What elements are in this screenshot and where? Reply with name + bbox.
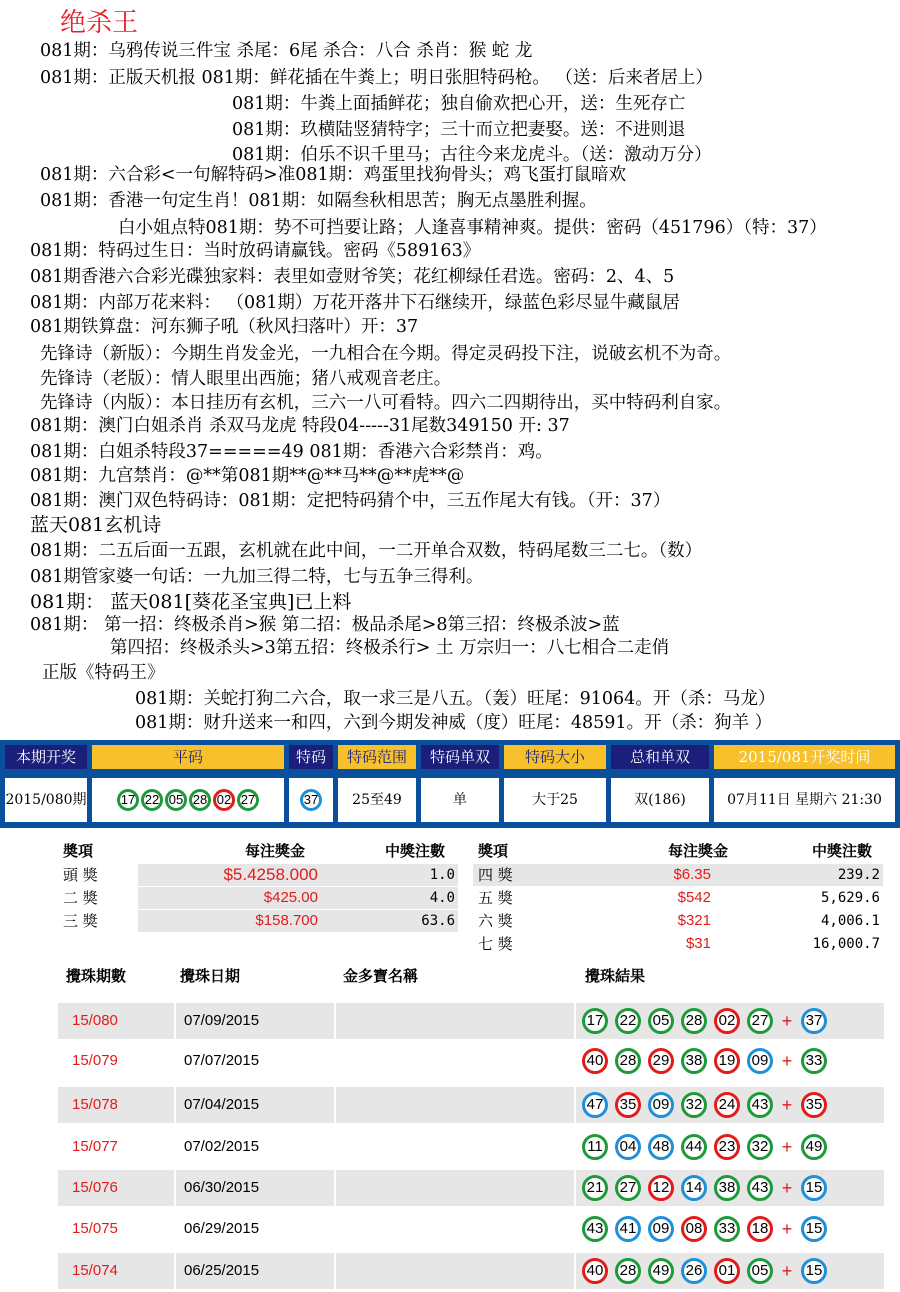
history-header-period: 攪珠期數 (66, 967, 127, 985)
special-ball: 49 (801, 1134, 827, 1160)
prize-header-count-right: 中獎注數 (812, 842, 873, 860)
plus-icon: + (781, 1178, 793, 1199)
prize-name: 六 獎 (478, 912, 513, 930)
lottery-ball: 08 (681, 1216, 707, 1242)
lottery-ball: 28 (189, 789, 211, 811)
prize-count: 239.2 (837, 867, 880, 883)
forecast-line: 081期：九宫禁肖：@**第081期**@**马**@**虎**@ (30, 466, 465, 486)
prize-name: 三 獎 (63, 912, 98, 930)
prize-amount: $542 (677, 889, 711, 906)
lottery-ball: 38 (681, 1048, 707, 1074)
special-ball: 33 (801, 1048, 827, 1074)
forecast-line: 081期铁算盘：河东狮子吼（秋风扫落叶）开：37 (30, 317, 419, 337)
prize-count: 4.0 (429, 890, 455, 906)
forecast-line: 081期管家婆一句话：一九加三得二特，七与五争三得利。 (30, 567, 484, 587)
prize-row (473, 933, 883, 955)
prize-row (473, 887, 883, 909)
lottery-ball: 47 (582, 1092, 608, 1118)
table-row (58, 1253, 884, 1289)
draw-header-cell: 特码单双 (421, 745, 499, 769)
draw-result (576, 1087, 884, 1123)
lottery-ball: 27 (747, 1008, 773, 1034)
prize-amount: $5.4258.000 (223, 865, 318, 884)
forecast-line: 081期：香港一句定生肖！081期：如隔叁秋相思苦；胸无点墨胜利握。 (40, 191, 597, 211)
lottery-ball: 02 (714, 1008, 740, 1034)
forecast-line: 081期： 蓝天081[葵花圣宝典]已上料 (30, 591, 352, 613)
prize-row (58, 864, 458, 886)
forecast-line: 081期：牛粪上面插鲜花；独自偷欢把心开，送：生死存亡 (232, 94, 686, 114)
forecast-line: 081期：乌鸦传说三件宝 杀尾：6尾 杀合：八合 杀肖：猴 蛇 龙 (40, 41, 533, 61)
plus-icon: + (781, 1095, 793, 1116)
forecast-line: 081期：财升送来一和四，六到今期发神威（度）旺尾：48591。开（杀：狗羊 ） (135, 713, 773, 733)
forecast-line: 081期：澳门双色特码诗：081期：定把特码猜个中，三五作尾大有钱。（开：37） (30, 491, 671, 511)
draw-period: 15/076 (58, 1170, 176, 1206)
prize-name: 七 獎 (478, 935, 513, 953)
prize-count: 4,006.1 (820, 913, 880, 929)
draw-name (336, 1003, 576, 1039)
special-ball: 15 (801, 1258, 827, 1284)
draw-date: 06/29/2015 (176, 1211, 336, 1247)
table-row (58, 1129, 884, 1165)
lottery-ball: 19 (714, 1048, 740, 1074)
table-row (58, 1211, 884, 1247)
lottery-ball: 09 (747, 1048, 773, 1074)
draw-header-cell: 平码 (92, 745, 284, 769)
lottery-ball: 37 (300, 789, 322, 811)
prize-name: 頭 獎 (63, 866, 98, 884)
draw-name (336, 1211, 576, 1247)
lottery-ball: 32 (747, 1134, 773, 1160)
plus-icon: + (781, 1011, 793, 1032)
draw-date: 07/04/2015 (176, 1087, 336, 1123)
plus-icon: + (781, 1261, 793, 1282)
special-ball: 37 (801, 1008, 827, 1034)
lottery-ball: 22 (141, 789, 163, 811)
draw-result (576, 1043, 884, 1079)
lottery-ball: 28 (681, 1008, 707, 1034)
forecast-line: 正版《特码王》 (42, 663, 165, 683)
special-ball: 15 (801, 1216, 827, 1242)
lottery-ball: 26 (681, 1258, 707, 1284)
draw-period: 15/078 (58, 1087, 176, 1123)
forecast-line: 第四招：终极杀头>3第五招：终极杀行> 土 万宗归一：八七相合二走俏 (110, 638, 670, 658)
lottery-ball: 12 (648, 1175, 674, 1201)
draw-date: 07/07/2015 (176, 1043, 336, 1079)
forecast-line: 081期：内部万花来料： （081期）万花开落井下石继续开，绿蓝色彩尽显牛藏鼠居 (30, 293, 680, 313)
lottery-ball: 27 (237, 789, 259, 811)
draw-header-cell: 特码 (289, 745, 333, 769)
draw-header-cell: 总和单双 (611, 745, 709, 769)
lottery-ball: 09 (648, 1216, 674, 1242)
forecast-line: 081期：六合彩<一句解特码>准081期：鸡蛋里找狗骨头；鸡飞蛋打鼠暗欢 (40, 165, 627, 185)
lottery-ball: 11 (582, 1134, 608, 1160)
lottery-ball: 38 (714, 1175, 740, 1201)
prize-amount: $158.700 (255, 912, 318, 929)
lottery-ball: 43 (582, 1216, 608, 1242)
draw-date: 06/30/2015 (176, 1170, 336, 1206)
next-draw-time: 07月11日 星期六 21:30 (714, 778, 895, 822)
plus-icon: + (781, 1137, 793, 1158)
draw-period: 15/079 (58, 1043, 176, 1079)
lottery-ball: 27 (615, 1175, 641, 1201)
prize-row (473, 910, 883, 932)
history-header-result: 攪珠結果 (585, 967, 646, 985)
lottery-ball: 18 (747, 1216, 773, 1242)
draw-header-cell: 特码大小 (504, 745, 606, 769)
lottery-ball: 32 (681, 1092, 707, 1118)
prize-row (58, 887, 458, 909)
draw-header-cell: 本期开奖 (5, 745, 87, 769)
forecast-line: 081期：特码过生日：当时放码请赢钱。密码《589163》 (30, 241, 481, 261)
forecast-line: 先锋诗（新版）：今期生肖发金光，一九相合在今期。得定灵码投下注，说破玄机不为奇。 (40, 344, 732, 364)
lottery-ball: 05 (648, 1008, 674, 1034)
draw-result (576, 1253, 884, 1289)
draw-result-table (0, 740, 900, 828)
prize-count: 5,629.6 (820, 890, 880, 906)
forecast-line: 081期：伯乐不识千里马；古往今来龙虎斗。（送：激动万分） (232, 145, 712, 165)
lottery-ball: 14 (681, 1175, 707, 1201)
prize-amount: $321 (677, 912, 711, 929)
draw-date: 07/09/2015 (176, 1003, 336, 1039)
lottery-ball: 04 (615, 1134, 641, 1160)
prize-header-name: 奬項 (63, 842, 94, 860)
prize-name: 二 獎 (63, 889, 98, 907)
draw-period: 15/074 (58, 1253, 176, 1289)
plus-icon: + (781, 1051, 793, 1072)
page-title: 绝杀王 (60, 8, 139, 38)
history-header-name: 金多寶名稱 (343, 967, 419, 985)
forecast-line: 081期：澳门白姐杀肖 杀双马龙虎 特段04-----31尾数349150 开: 37 (30, 416, 570, 436)
prize-count: 63.6 (421, 913, 455, 929)
prize-name: 四 獎 (478, 866, 513, 884)
lottery-ball: 41 (615, 1216, 641, 1242)
draw-period: 15/077 (58, 1129, 176, 1165)
sum-odd-even: 双(186) (611, 778, 709, 822)
lottery-ball: 24 (714, 1092, 740, 1118)
forecast-line: 白小姐点特081期：势不可挡要让路；人逢喜事精神爽。提供：密码（451796）（特：37） (118, 218, 827, 238)
forecast-line: 先锋诗（老版）：情人眼里出西施；猪八戒观音老庄。 (40, 369, 452, 389)
forecast-line: 先锋诗（内版）：本日挂历有玄机，三六一八可看特。四六二四期待出，买中特码利自家。 (40, 393, 732, 413)
forecast-line: 081期：白姐杀特段37=====49 081期：香港六合彩禁肖：鸡。 (30, 442, 553, 462)
lottery-ball: 17 (117, 789, 139, 811)
lottery-ball: 09 (648, 1092, 674, 1118)
prize-row (58, 910, 458, 932)
lottery-ball: 29 (648, 1048, 674, 1074)
forecast-line: 081期： 第一招：终极杀肖>猴 第二招：极品杀尾>8第三招：终极杀波>蓝 (30, 615, 620, 635)
prize-header-amount-right: 每注獎金 (668, 842, 729, 860)
prize-amount: $425.00 (263, 889, 318, 906)
special-ball (289, 778, 333, 822)
lottery-ball: 33 (714, 1216, 740, 1242)
plus-icon: + (781, 1219, 793, 1240)
table-row (58, 1087, 884, 1123)
draw-result (576, 1129, 884, 1165)
lottery-ball: 44 (681, 1134, 707, 1160)
prize-count: 16,000.7 (812, 936, 880, 952)
lottery-ball: 05 (747, 1258, 773, 1284)
forecast-line: 081期：正版天机报 081期：鲜花插在牛粪上；明日张胆特码枪。 （送：后来者居上） (40, 68, 713, 88)
forecast-line: 081期香港六合彩光碟独家料：表里如壹财爷笑；花红柳绿任君选。密码：2、4、5 (30, 267, 675, 287)
special-range: 25至49 (338, 778, 416, 822)
draw-name (336, 1253, 576, 1289)
table-row (58, 1043, 884, 1079)
forecast-line: 蓝天081玄机诗 (30, 514, 162, 536)
lottery-ball: 40 (582, 1258, 608, 1284)
lottery-ball: 21 (582, 1175, 608, 1201)
special-ball: 15 (801, 1175, 827, 1201)
draw-date: 07/02/2015 (176, 1129, 336, 1165)
special-odd-even: 单 (421, 778, 499, 822)
draw-period: 2015/080期 (5, 778, 87, 822)
lottery-ball: 49 (648, 1258, 674, 1284)
regular-balls (92, 778, 284, 822)
draw-date: 06/25/2015 (176, 1253, 336, 1289)
table-row (58, 1170, 884, 1206)
prize-header-count: 中獎注數 (385, 842, 446, 860)
draw-name (336, 1087, 576, 1123)
draw-period: 15/075 (58, 1211, 176, 1247)
lottery-ball: 28 (615, 1048, 641, 1074)
draw-name (336, 1170, 576, 1206)
table-row (58, 1003, 884, 1039)
lottery-ball: 40 (582, 1048, 608, 1074)
lottery-ball: 02 (213, 789, 235, 811)
special-ball: 35 (801, 1092, 827, 1118)
prize-header-name-right: 獎項 (478, 842, 509, 860)
draw-header-cell: 特码范围 (338, 745, 416, 769)
draw-result (576, 1003, 884, 1039)
history-header-date: 攪珠日期 (180, 967, 241, 985)
lottery-ball: 22 (615, 1008, 641, 1034)
draw-result (576, 1211, 884, 1247)
draw-name (336, 1043, 576, 1079)
prize-count: 1.0 (429, 867, 455, 883)
lottery-ball: 28 (615, 1258, 641, 1284)
lottery-ball: 48 (648, 1134, 674, 1160)
forecast-line: 081期：玖横陆竖猜特字；三十而立把妻娶。送：不进则退 (232, 120, 686, 140)
lottery-ball: 35 (615, 1092, 641, 1118)
draw-result (576, 1170, 884, 1206)
prize-amount: $6.35 (673, 866, 711, 883)
prize-row (473, 864, 883, 886)
prize-header-amount: 每注獎金 (245, 842, 306, 860)
prize-name: 五 獎 (478, 889, 513, 907)
lottery-ball: 23 (714, 1134, 740, 1160)
lottery-ball: 17 (582, 1008, 608, 1034)
draw-period: 15/080 (58, 1003, 176, 1039)
draw-header-cell: 2015/081开奖时间 (714, 745, 895, 769)
forecast-line: 081期：关蛇打狗二六合，取一求三是八五。（轰）旺尾：91064。开（杀：马龙） (135, 689, 776, 709)
lottery-ball: 05 (165, 789, 187, 811)
forecast-line: 081期：二五后面一五跟，玄机就在此中间，一二开单合双数，特码尾数三二七。（数） (30, 541, 703, 561)
lottery-ball: 01 (714, 1258, 740, 1284)
draw-name (336, 1129, 576, 1165)
lottery-ball: 43 (747, 1092, 773, 1118)
lottery-ball: 43 (747, 1175, 773, 1201)
special-size: 大于25 (504, 778, 606, 822)
prize-amount: $31 (685, 935, 711, 952)
